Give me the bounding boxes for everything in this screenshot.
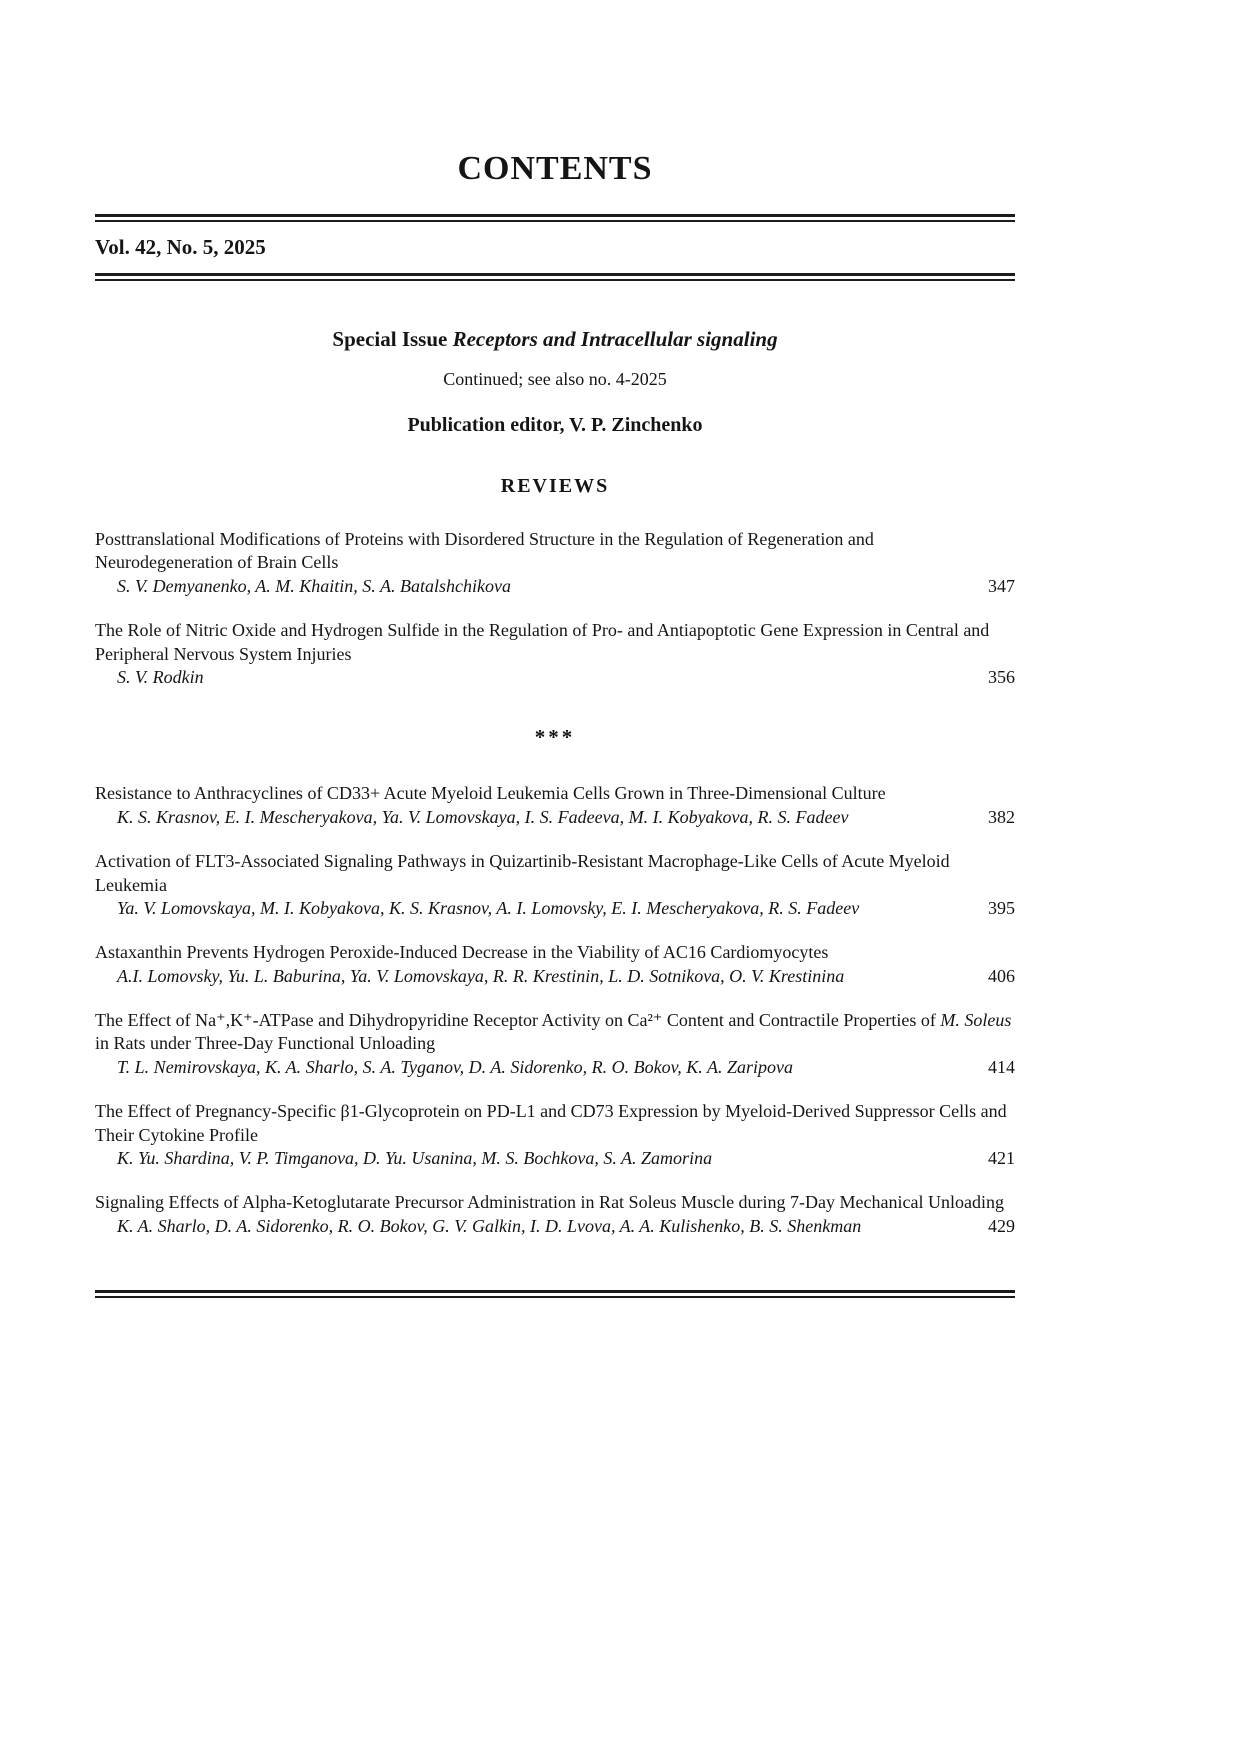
entry-meta <box>95 1056 1015 1079</box>
entry-title <box>95 1009 1015 1056</box>
toc-entry <box>95 850 1015 920</box>
entry-page-number: 356 <box>988 666 1015 687</box>
entry-authors: S. V. Rodkin <box>117 666 204 687</box>
species-name: M. Soleus <box>940 1010 1012 1031</box>
section-heading-reviews: REVIEWS <box>500 475 610 497</box>
entry-meta <box>95 575 1015 598</box>
toc-entry <box>95 619 1015 689</box>
entry-meta <box>95 1215 1015 1238</box>
entry-meta <box>95 897 1015 920</box>
entry-meta <box>95 806 1015 829</box>
entry-title: Posttranslational Modifications of Proteins with Disordered Structure in the Regulation of Regeneration and Neurodegeneration of Brain Cells <box>95 529 874 573</box>
entry-authors: K. A. Sharlo, D. A. Sidorenko, R. O. Bokov, G. V. Galkin, I. D. Lvova, A. A. Kulishenko, B. S. Shenkman <box>117 1215 862 1236</box>
volume-line: Vol. 42, No. 5, 2025 <box>95 235 266 259</box>
special-issue-title: Receptors and Intracellular signaling <box>452 327 778 351</box>
toc-entry <box>95 528 1015 598</box>
toc-entry <box>95 941 1015 988</box>
entry-page-number: 382 <box>988 806 1015 827</box>
toc-entry <box>95 782 1015 829</box>
entry-page-number: 406 <box>988 965 1015 986</box>
entry-authors: A.I. Lomovsky, Yu. L. Baburina, Ya. V. Lomovskaya, R. R. Krestinin, L. D. Sotnikova, O. V. Krestinina <box>117 965 845 986</box>
continued-note: Continued; see also no. 4-2025 <box>443 369 667 389</box>
entry-meta <box>95 666 1015 689</box>
entry-page-number: 421 <box>988 1148 1015 1169</box>
special-issue-line <box>95 327 1015 352</box>
entry-title: Activation of FLT3-Associated Signaling Pathways in Quizartinib-Resistant Macrophage-Like Cells of Acute Myeloid Leukemia <box>95 851 950 895</box>
entry-title-segment: The Effect of Na⁺,K⁺-ATPase and Dihydropyridine Receptor Activity on Ca²⁺ Content and Contractile Properties of <box>95 1010 941 1031</box>
entry-meta <box>95 965 1015 988</box>
entry-title: The Effect of Pregnancy-Specific β1-Glycoprotein on PD-L1 and CD73 Expression by Myeloid-Derived Suppressor Cells and Their Cytokine Profile <box>95 1101 1007 1145</box>
entry-page-number: 347 <box>988 575 1015 596</box>
entry-authors: T. L. Nemirovskaya, K. A. Sharlo, S. A. Tyganov, D. A. Sidorenko, R. O. Bokov, K. A. Zaripova <box>117 1056 793 1077</box>
entry-meta <box>95 1147 1015 1170</box>
entry-title-segment: in Rats under Three-Day Functional Unloading <box>95 1033 436 1054</box>
stars-separator: *** <box>534 725 576 750</box>
contents-page <box>95 0 1015 1298</box>
divider-under-volume <box>95 273 1015 281</box>
page-title: CONTENTS <box>457 150 653 187</box>
toc-entry <box>95 1100 1015 1170</box>
entry-title: Astaxanthin Prevents Hydrogen Peroxide-Induced Decrease in the Viability of AC16 Cardiomyocytes <box>95 942 829 963</box>
entry-authors: S. V. Demyanenko, A. M. Khaitin, S. A. Batalshchikova <box>117 575 511 596</box>
entry-page-number: 429 <box>988 1215 1015 1236</box>
special-issue-prefix: Special Issue <box>332 327 453 351</box>
publication-editor-line: Publication editor, V. P. Zinchenko <box>407 414 703 436</box>
entry-title: Resistance to Anthracyclines of CD33+ Acute Myeloid Leukemia Cells Grown in Three-Dimensional Culture <box>95 783 886 804</box>
entry-authors: Ya. V. Lomovskaya, M. I. Kobyakova, K. S. Krasnov, A. I. Lomovsky, E. I. Mescheryakova, R. S. Fadeev <box>117 897 860 918</box>
entry-authors: K. Yu. Shardina, V. P. Timganova, D. Yu. Usanina, M. S. Bochkova, S. A. Zamorina <box>117 1148 713 1169</box>
entry-title: The Role of Nitric Oxide and Hydrogen Sulfide in the Regulation of Pro- and Antiapoptotic Gene Expression in Central and Peripheral Nervous System Injuries <box>95 620 990 664</box>
entry-title: Signaling Effects of Alpha-Ketoglutarate Precursor Administration in Rat Soleus Muscle during 7-Day Mechanical Unloading <box>95 1192 1004 1213</box>
entry-page-number: 395 <box>988 897 1015 918</box>
toc-entry <box>95 1191 1015 1238</box>
toc-entry <box>95 1009 1015 1079</box>
divider-bottom <box>95 1290 1015 1298</box>
entry-authors: K. S. Krasnov, E. I. Mescheryakova, Ya. V. Lomovskaya, I. S. Fadeeva, M. I. Kobyakova, R. S. Fadeev <box>117 806 849 827</box>
entry-page-number: 414 <box>988 1056 1015 1077</box>
divider-top <box>95 214 1015 222</box>
